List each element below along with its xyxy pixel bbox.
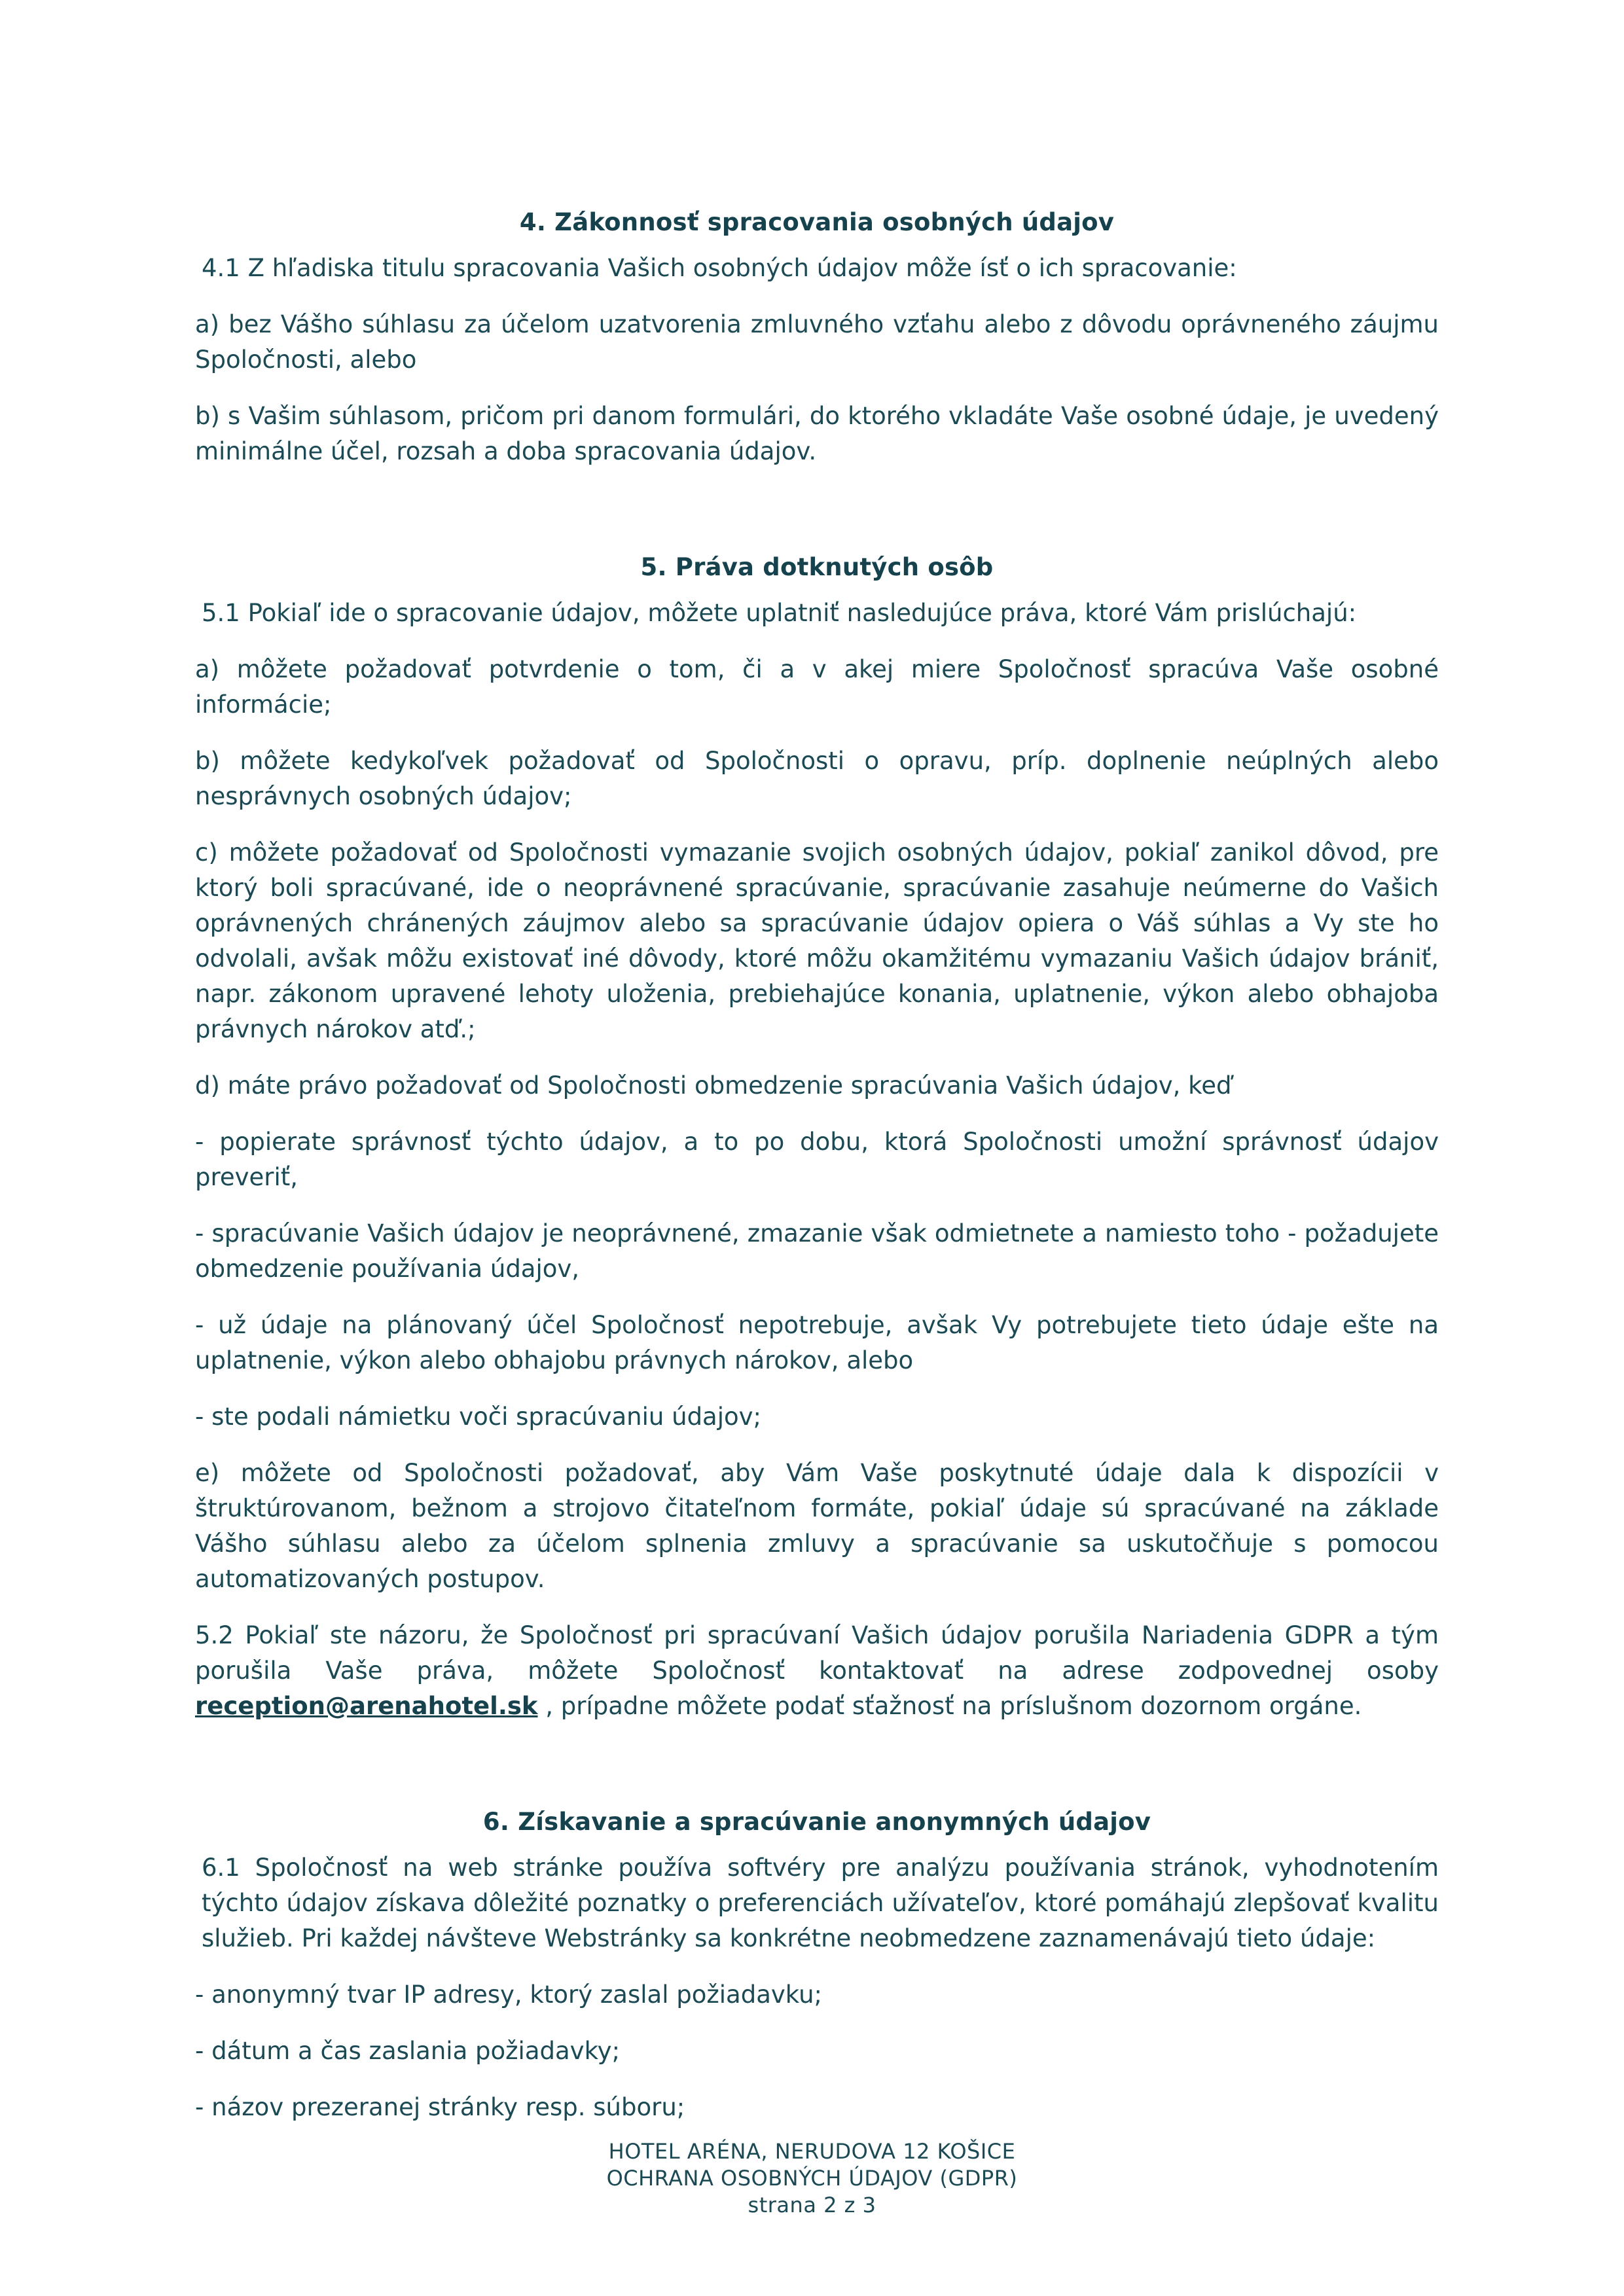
contact-email-link[interactable]: reception@arenahotel.sk	[195, 1692, 538, 1720]
paragraph-5-a: a) môžete požadovať potvrdenie o tom, či a v akej miere Spoločnosť spracúva Vaše osobné informácie;	[195, 655, 1439, 719]
section-4-heading: 4. Zákonnosť spracovania osobných údajov	[519, 208, 1115, 236]
paragraph-5-2-text-before: 5.2 Pokiaľ ste názoru, že Spoločnosť pri spracúvaní Vašich údajov porušila Nariadenia GDPR a tým porušila Vaše práva, môžete Spoločnosť kontaktovať na adrese zodpovednej osoby	[195, 1621, 1439, 1685]
footer-hotel-address: HOTEL ARÉNA, NERUDOVA 12 KOŠICE	[608, 2139, 1016, 2164]
paragraph-6-1: 6.1 Spoločnosť na web stránke používa softvéry pre analýzu používania stránok, vyhodnotením týchto údajov získava dôležité poznatky o preferenciách užívateľov, ktoré pomáhajú zlepšovať kvalitu služieb. Pri každej návšteve Webstránky sa konkrétne neobmedzene zaznamenávajú tieto údaje:	[202, 1854, 1439, 1952]
list-item-5-d-3: - už údaje na plánovaný účel Spoločnosť nepotrebuje, avšak Vy potrebujete tieto údaje ešte na uplatnenie, výkon alebo obhajobu právnych nárokov, alebo	[195, 1311, 1439, 1374]
paragraph-5-c: c) môžete požadovať od Spoločnosti vymazanie svojich osobných údajov, pokiaľ zanikol dôvod, pre ktorý boli spracúvané, ide o neoprávnené spracúvanie, spracúvanie zasahuje neúmerne do Vašich oprávnených chránených záujmov alebo sa spracúvanie údajov opiera o Váš súhlas a Vy ste ho odvolali, avšak môžu existovať iné dôvody, ktoré môžu okamžitému vymazaniu Vašich údajov brániť, napr. zákonom upravené lehoty uloženia, prebiehajúce konania, uplatnenie, výkon alebo obhajoba právnych nárokov atď.;	[195, 838, 1439, 1043]
document-body	[195, 208, 1439, 2125]
footer-document-title: OCHRANA OSOBNÝCH ÚDAJOV (GDPR)	[606, 2166, 1018, 2191]
list-item-5-d-1: - popierate správnosť týchto údajov, a to po dobu, ktorá Spoločnosti umožní správnosť údajov preveriť,	[195, 1128, 1439, 1191]
list-item-6-3: - názov prezeranej stránky resp. súboru;	[195, 2093, 685, 2121]
page-footer	[0, 2138, 1624, 2219]
footer-page-number: strana 2 z 3	[748, 2193, 876, 2217]
section-6-heading: 6. Získavanie a spracúvanie anonymných údajov	[482, 1808, 1151, 1836]
paragraph-5-e: e) môžete od Spoločnosti požadovať, aby Vám Vaše poskytnuté údaje dala k dispozícii v štruktúrovanom, bežnom a strojovo čitateľnom formáte, pokiaľ údaje sú spracúvané na základe Vášho súhlasu alebo za účelom splnenia zmluvy a spracúvanie sa uskutočňuje s pomocou automatizovaných postupov.	[195, 1459, 1439, 1593]
list-item-5-d-4: - ste podali námietku voči spracúvaniu údajov;	[195, 1403, 762, 1431]
list-item-6-1: - anonymný tvar IP adresy, ktorý zaslal požiadavku;	[195, 1981, 822, 2009]
paragraph-5-d: d) máte právo požadovať od Spoločnosti obmedzenie spracúvania Vašich údajov, keď	[195, 1071, 1232, 1100]
paragraph-5-1: 5.1 Pokiaľ ide o spracovanie údajov, môžete uplatniť nasledujúce práva, ktoré Vám prislúchajú:	[202, 599, 1357, 627]
paragraph-5-2	[195, 1618, 1439, 1724]
paragraph-5-b: b) môžete kedykoľvek požadovať od Spoločnosti o opravu, príp. doplnenie neúplných alebo nesprávnych osobných údajov;	[195, 747, 1439, 810]
list-item-6-2: - dátum a čas zaslania požiadavky;	[195, 2037, 621, 2065]
list-item-5-d-2: - spracúvanie Vašich údajov je neoprávnené, zmazanie však odmietnete a namiesto toho - požadujete obmedzenie používania údajov,	[195, 1219, 1439, 1283]
paragraph-4-1: 4.1 Z hľadiska titulu spracovania Vašich osobných údajov môže ísť o ich spracovanie:	[202, 254, 1237, 282]
paragraph-5-2-text-after: , prípadne môžete podať sťažnosť na príslušnom dozornom orgáne.	[537, 1692, 1362, 1720]
paragraph-4-b: b) s Vašim súhlasom, pričom pri danom formulári, do ktorého vkladáte Vaše osobné údaje, je uvedený minimálne účel, rozsah a doba spracovania údajov.	[195, 402, 1439, 465]
section-5-heading: 5. Práva dotknutých osôb	[640, 553, 994, 581]
paragraph-4-a: a) bez Vášho súhlasu za účelom uzatvorenia zmluvného vzťahu alebo z dôvodu oprávneného záujmu Spoločnosti, alebo	[195, 310, 1439, 374]
